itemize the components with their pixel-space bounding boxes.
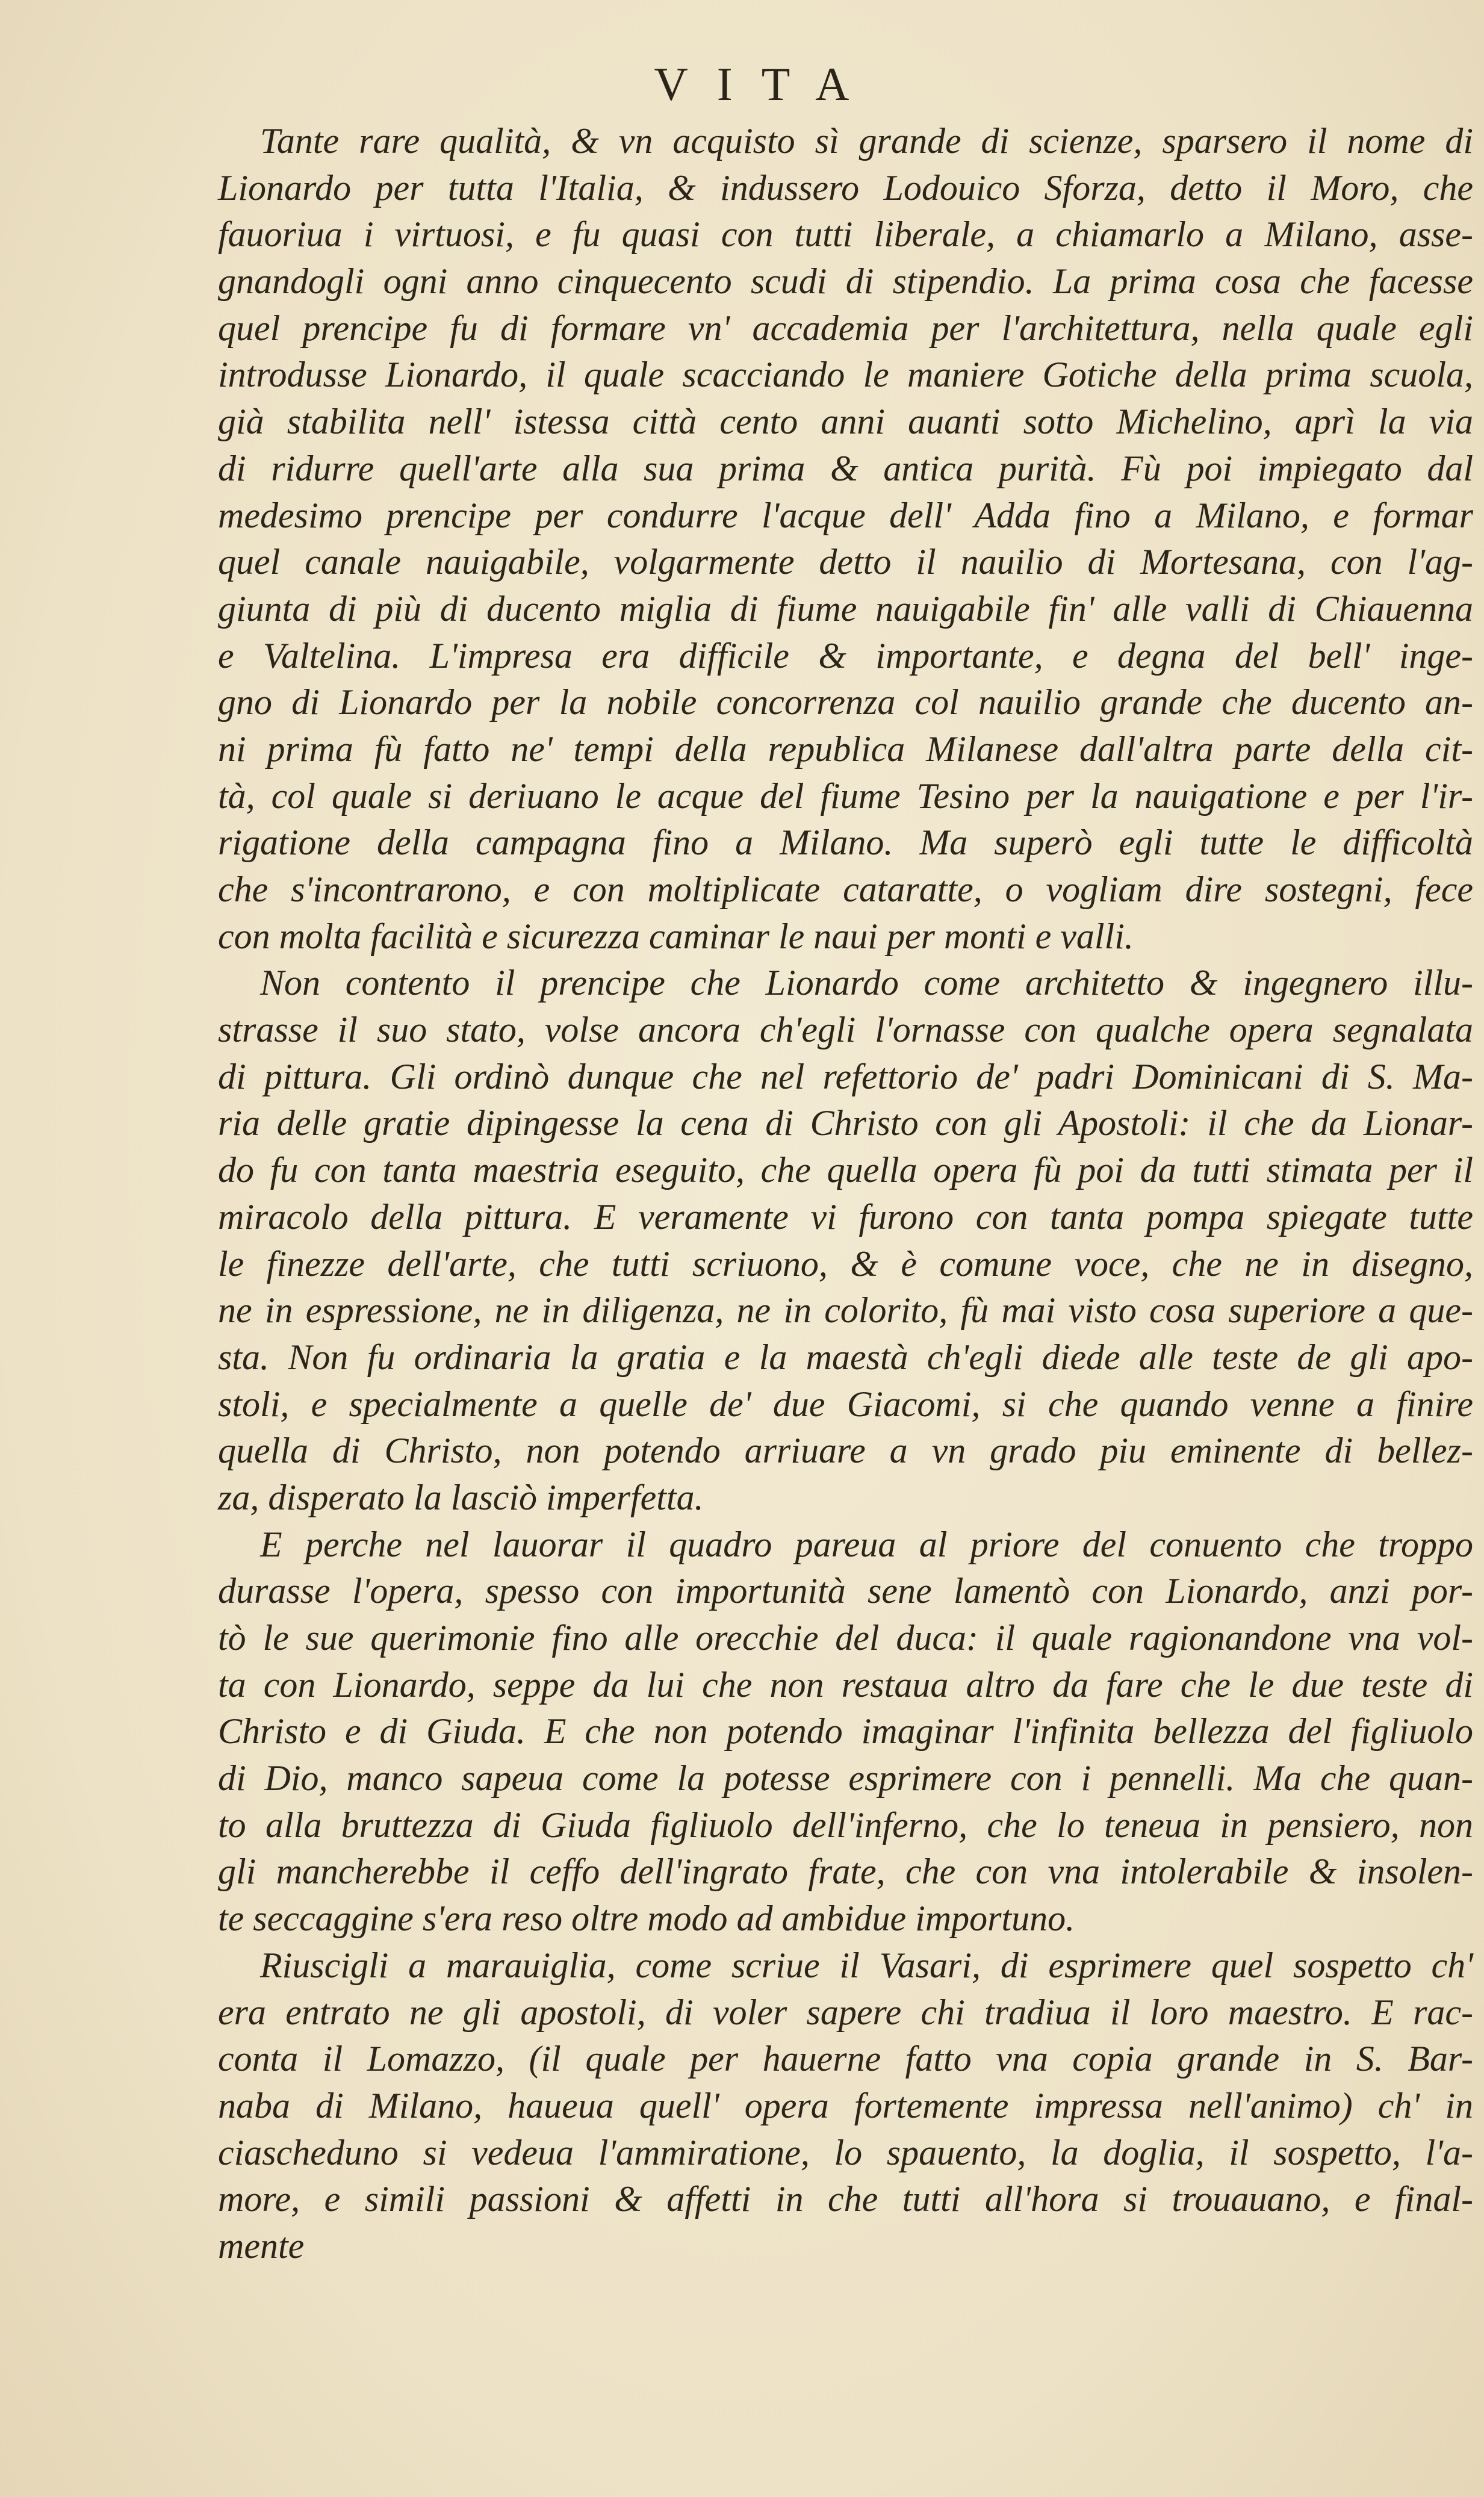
paragraph: [218, 960, 1473, 1521]
text-line: che s'incontrarono, e con moltiplicate cataratte, o vogliam dire sostegni, fece: [218, 869, 1473, 909]
text-line: ta con Lionardo, seppe da lui che non restaua altro da fare che le due teste di: [218, 1664, 1473, 1705]
text-line: more, e simili passioni & affetti in che tutti all'hora si trouauano, e final-: [218, 2179, 1473, 2219]
text-line: giunta di più di ducento miglia di fiume nauigabile fin' alle valli di Chiauenna: [218, 588, 1473, 629]
paragraph: [218, 1522, 1473, 1942]
text-line: Riuscigli a marauiglia, come scriue il Vasari, di esprimere quel sospetto ch': [260, 1945, 1473, 1985]
text-line: con molta facilità e sicurezza caminar le naui per monti e valli.: [218, 916, 1134, 956]
text-line: Non contento il prencipe che Lionardo come architetto & ingegnero illu-: [260, 963, 1473, 1003]
text-line: rigatione della campagna fino a Milano. Ma superò egli tutte le difficoltà: [218, 822, 1473, 863]
text-line: tà, col quale si deriuano le acque del fiume Tesino per la nauigatione e per l'ir-: [218, 776, 1473, 816]
text-line: strasse il suo stato, volse ancora ch'egli l'ornasse con qualche opera segnalata: [218, 1010, 1473, 1050]
text-line: le finezze dell'arte, che tutti scriuono, & è comune voce, che ne in disegno,: [218, 1243, 1473, 1284]
paragraph: [218, 118, 1473, 960]
catchword: mente: [218, 2225, 305, 2266]
text-line: quel canale nauigabile, volgarmente detto il nauilio di Mortesana, con l'ag-: [218, 542, 1473, 582]
text-line: Christo e di Giuda. E che non potendo imaginar l'infinita bellezza del figliuolo: [218, 1711, 1473, 1752]
text-line: fauoriua i virtuosi, e fu quasi con tutti liberale, a chiamarlo a Milano, asse-: [218, 214, 1473, 255]
text-line: introdusse Lionardo, il quale scacciando le maniere Gotiche della prima scuola,: [218, 355, 1473, 395]
text-line: ne in espressione, ne in diligenza, ne in colorito, fù mai visto cosa superiore a que-: [218, 1290, 1473, 1331]
text-line: conta il Lomazzo, (il quale per hauerne fatto vna copia grande in S. Bar-: [218, 2039, 1473, 2079]
text-line: naba di Milano, haueua quell' opera fortemente impressa nell'animo) ch' in: [218, 2085, 1473, 2125]
text-line: stoli, e specialmente a quelle de' due Giacomi, si che quando venne a finire: [218, 1384, 1473, 1424]
text-line: già stabilita nell' istessa città cento anni auanti sotto Michelino, aprì la via: [218, 402, 1473, 442]
running-header: VITA: [654, 58, 878, 110]
text-line: quella di Christo, non potendo arriuare a vn grado piu eminente di bellez-: [218, 1431, 1473, 1471]
text-line: E perche nel lauorar il quadro pareua al priore del conuento che troppo: [260, 1524, 1473, 1564]
text-line: miracolo della pittura. E veramente vi furono con tanta pompa spiegate tutte: [218, 1196, 1473, 1237]
text-line: tò le sue querimonie fino alle orecchie del duca: il quale ragionandone vna vol-: [218, 1618, 1473, 1658]
text-line: gno di Lionardo per la nobile concorrenza col nauilio grande che ducento an-: [218, 682, 1473, 723]
text-line: medesimo prencipe per condurre l'acque dell' Adda fino a Milano, e formar: [218, 495, 1473, 535]
text-line: e Valtelina. L'impresa era difficile & importante, e degna del bell' inge-: [218, 635, 1473, 676]
text-line: ni prima fù fatto ne' tempi della republica Milanese dall'altra parte della cit-: [218, 729, 1473, 769]
text-line: di ridurre quell'arte alla sua prima & antica purità. Fù poi impiegato dal: [218, 448, 1473, 488]
text-line: gnandogli ogni anno cinquecento scudi di stipendio. La prima cosa che facesse: [218, 261, 1473, 302]
text-line: quel prencipe fu di formare vn' accademia per l'architettura, nella quale egli: [218, 308, 1473, 348]
body-text: [218, 118, 1473, 2270]
text-line: Tante rare qualità, & vn acquisto sì grande di scienze, sparsero il nome di: [260, 121, 1473, 161]
text-line: Lionardo per tutta l'Italia, & indussero Lodouico Sforza, detto il Moro, che: [218, 167, 1473, 208]
text-line: ria delle gratie dipingesse la cena di Christo con gli Apostoli: il che da Lionar-: [218, 1103, 1473, 1143]
text-line: gli mancherebbe il ceffo dell'ingrato frate, che con vna intolerabile & insolen-: [218, 1852, 1473, 1892]
text-line: te seccaggine s'era reso oltre modo ad ambidue importuno.: [218, 1898, 1075, 1939]
text-line: do fu con tanta maestria eseguito, che quella opera fù poi da tutti stimata per il: [218, 1150, 1473, 1190]
text-line: era entrato ne gli apostoli, di voler sapere chi tradiua il loro maestro. E rac-: [218, 1992, 1473, 2032]
text-line: sta. Non fu ordinaria la gratia e la maestà ch'egli diede alle teste de gli apo-: [218, 1337, 1473, 1377]
text-line: ciascheduno si vedeua l'ammiratione, lo spauento, la doglia, il sospetto, l'a-: [218, 2132, 1473, 2172]
paragraph: [218, 1942, 1473, 2223]
text-line: za, disperato la lasciò imperfetta.: [218, 1477, 704, 1517]
text-line: di Dio, manco sapeua come la potesse esprimere con i pennelli. Ma che quan-: [218, 1758, 1473, 1799]
text-line: durasse l'opera, spesso con importunità sene lamentò con Lionardo, anzi por-: [218, 1571, 1473, 1611]
text-line: to alla bruttezza di Giuda figliuolo dell'inferno, che lo teneua in pensiero, non: [218, 1805, 1473, 1845]
text-line: di pittura. Gli ordinò dunque che nel refettorio de' padri Dominicani di S. Ma-: [218, 1056, 1473, 1096]
